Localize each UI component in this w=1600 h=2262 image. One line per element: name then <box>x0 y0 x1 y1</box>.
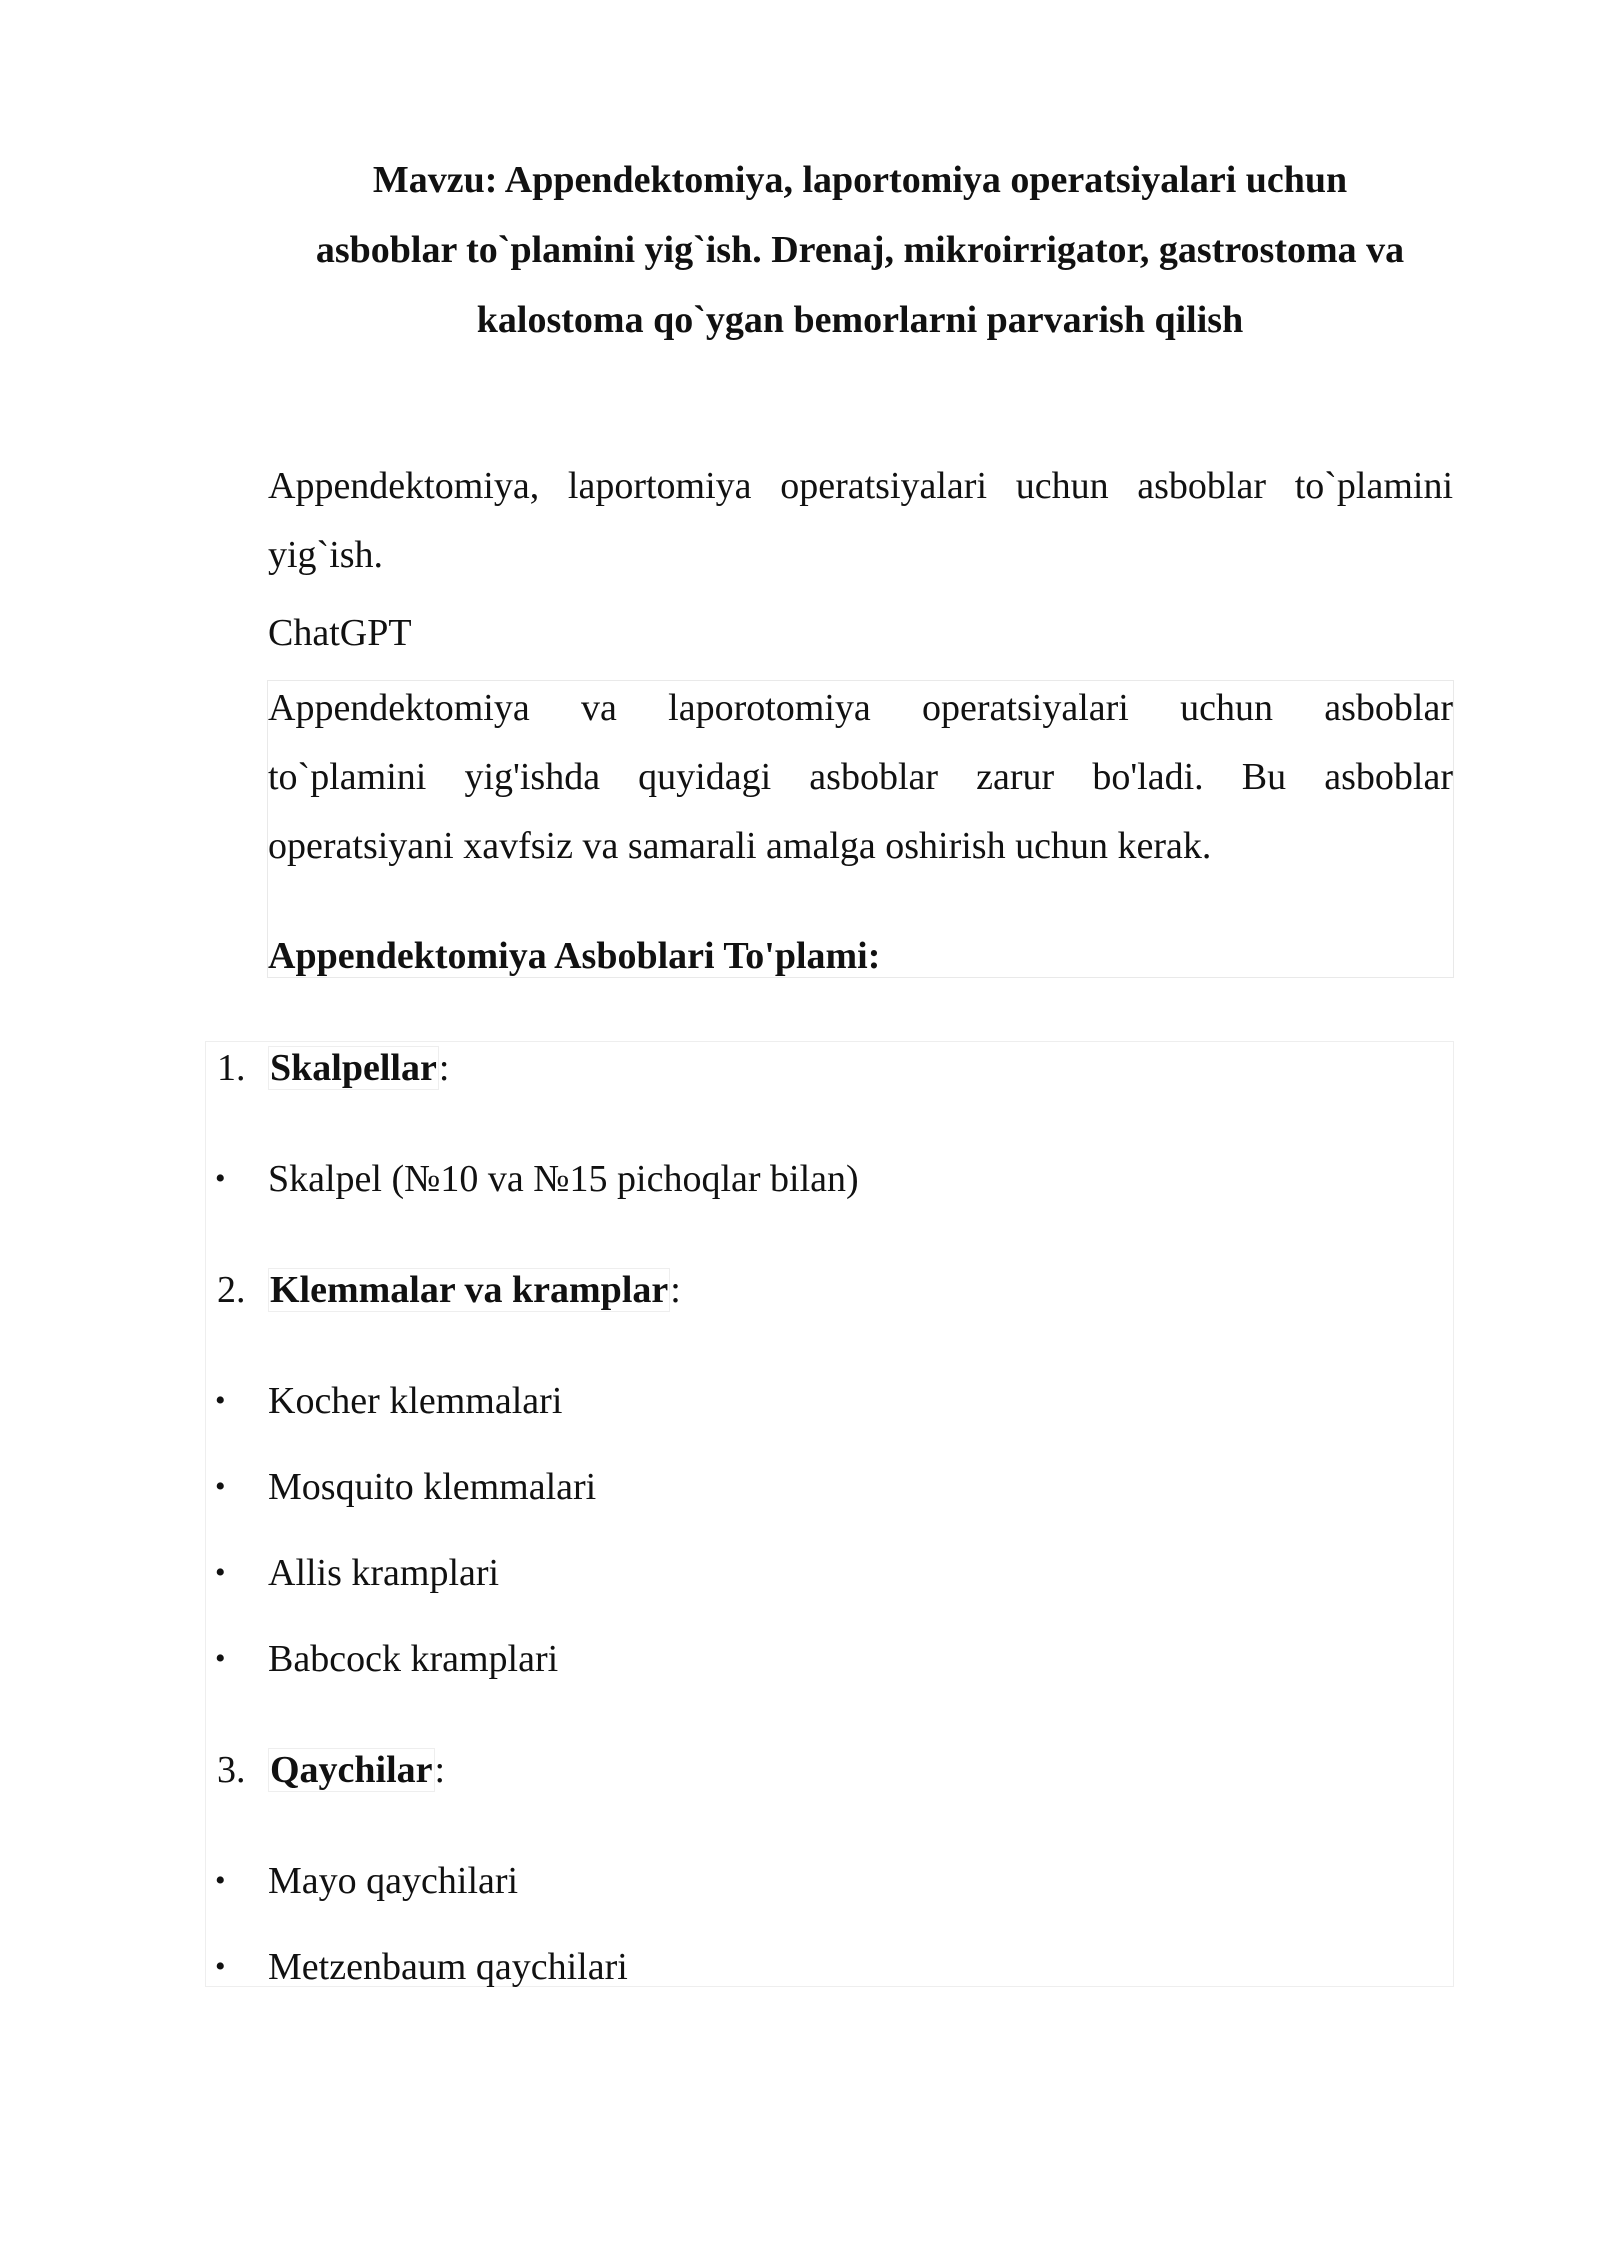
intro-line-2: yig`ish. <box>268 534 384 576</box>
list-heading <box>268 1040 449 1096</box>
list-heading-label: Klemmalar va kramplar <box>270 1269 669 1311</box>
intro-line-1: Appendektomiya, laportomiya operatsiyalari uchun asboblar to`plamini <box>268 465 1453 507</box>
list-heading <box>268 1742 445 1798</box>
bullet-marker: • <box>215 1470 226 1503</box>
list-heading-suffix: : <box>434 1749 446 1791</box>
bullet-marker: • <box>215 1642 226 1675</box>
list-heading-label: Skalpellar <box>270 1047 437 1089</box>
list-item-text: Kocher klemmalari <box>268 1380 563 1422</box>
list-item-text: Mayo qaychilari <box>268 1860 519 1902</box>
list-item-text: Allis kramplari <box>268 1552 500 1594</box>
list-item-text: Babcock kramplari <box>268 1638 559 1680</box>
bullet-marker: • <box>215 1162 226 1195</box>
title-line-2: asboblar to`plamini yig`ish. Drenaj, mikroirrigator, gastrostoma va <box>315 229 1405 271</box>
list-item-text: Skalpel (№10 va №15 pichoqlar bilan) <box>268 1158 859 1200</box>
answer-paragraph <box>268 674 1453 881</box>
page-title <box>260 145 1460 355</box>
bullet-marker: • <box>215 1950 226 1983</box>
section-heading: Appendektomiya Asboblari To'plami: <box>268 935 881 977</box>
title-line-1: Mavzu: Appendektomiya, laportomiya operatsiyalari uchun <box>372 159 1348 201</box>
list-item-text: Mosquito klemmalari <box>268 1466 597 1508</box>
answer-line-3: operatsiyani xavfsiz va samarali amalga oshirish uchun kerak. <box>268 825 1212 867</box>
list-item-text: Metzenbaum qaychilari <box>268 1946 628 1988</box>
chatgpt-label: ChatGPT <box>268 612 412 654</box>
answer-line-1: Appendektomiya va laporotomiya operatsiyalari uchun asboblar <box>268 687 1453 729</box>
answer-line-2: to`plamini yig'ishda quyidagi asboblar zarur bo'ladi. Bu asboblar <box>268 756 1453 798</box>
list-number: 3. <box>217 1749 246 1791</box>
bullet-marker: • <box>215 1864 226 1897</box>
bullet-marker: • <box>215 1556 226 1589</box>
intro-paragraph <box>268 452 1453 590</box>
list-heading-label: Qaychilar <box>270 1749 433 1791</box>
list-heading-suffix: : <box>438 1047 450 1089</box>
bullet-marker: • <box>215 1384 226 1417</box>
title-line-3: kalostoma qo`ygan bemorlarni parvarish qilish <box>476 299 1244 341</box>
list-number: 1. <box>217 1047 246 1089</box>
list-number: 2. <box>217 1269 246 1311</box>
list-heading <box>268 1262 681 1318</box>
list-heading-suffix: : <box>670 1269 681 1311</box>
